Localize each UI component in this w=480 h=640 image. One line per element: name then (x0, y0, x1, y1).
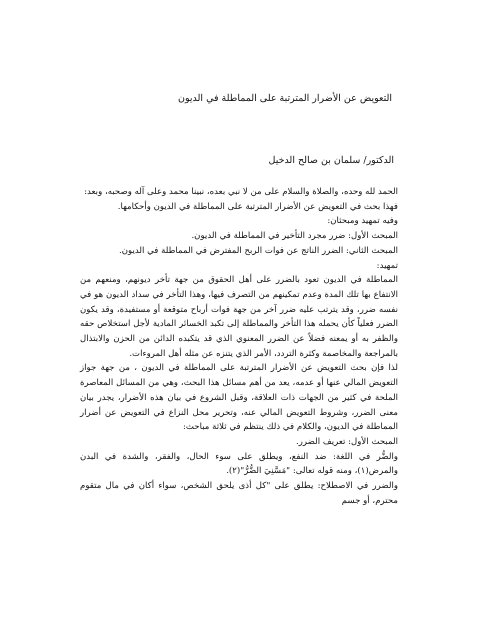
paragraph-outline: وفيه تمهيد ومبحثان: (327, 216, 398, 227)
paragraph-section-two: المبحث الثاني: الضرر الناتج عن فوات الربح المفترض في المماطلة في الديون. (119, 245, 398, 256)
paragraph-research-scope: لذا فإن بحث التعويض عن الأضرار المترتبة على المماطلة في الديون ، من جهة جواز التعويض المالي عنها أو عدمه، يعد من أهم مسائل هذا البحث، وهي من المسائل المعاصرة الملحة في كثير من الجهات ذات العلاقة، وقبل الشروع في بيان هذه الأضرار، يجدر بيان معنى الضرر، وشروط التعويض المالي عنه، وتحرير محل النزاع في التعويض عن أضرار المماطلة في الديون، والكلام في ذلك ينتظم في ثلاثة مباحث: (80, 363, 398, 433)
document-title: التعويض عن الأضرار المترتبة على المماطلة في الديون (178, 93, 392, 104)
paragraph-preface-heading: تمهيد: (376, 260, 398, 271)
paragraph-linguistic-definition: والضُّر في اللغة: ضد النفع، ويطلق على سوء الحال، والفقر، والشدة في البدن والمرض(١)، ومنه قوله تعالى: "مَسَّنِيَ الضُّرُّ"(٢). (80, 451, 398, 477)
paragraph-technical-definition: والضرر في الاصطلاح: يطلق على "كل أذى يلحق الشخص، سواء أكان في مال متقوم محترم، أو جسم (80, 481, 398, 506)
paragraph-section-one: المبحث الأول: ضرر مجرد التأخير في المماطلة في الديون. (191, 231, 398, 242)
paragraph-definition-heading: المبحث الأول: تعريف الضرر. (296, 436, 398, 447)
document-body (80, 185, 398, 508)
paragraph-opening: الحمد لله وحده، والصلاة والسلام على من لا نبي بعده، نبينا محمد وعلى آله وصحبه، وبعد: (84, 187, 398, 197)
paragraph-preface-body: المماطلة في الديون تعود بالضرر على أهل الحقوق من جهة تأخر ديونهم، ومنعهم من الانتفاع بها تلك المدة وعدم تمكينهم من التصرف فيها، وهذا التأخر في سداد الديون هو في نفسه ضرر، وقد يترتب عليه ضرر آخر من جهة فوات أرباح متوقعة أو مستفيدة، وقد يكون الضرر فعلياً كأن يحمله هذا التأخر والمماطلة إلى تكبد الخسائر المادية لأجل استخلاص حقه والظفر به أو يمعنه فضلاً عن الضرر المعنوي الذي قد يتكبده الدائن من الحزن والابتذال بالمراجعة والمخاصمة وكثرة التردد، الأمر الذي يتنزه عن مثله أهل المروءات. (80, 275, 398, 359)
paragraph-intro: فهذا بحث في التعويض عن الأضرار المترتبة على المماطلة في الديون وأحكامها. (117, 201, 398, 212)
author-name: الدكتور/ سلمان بن صالح الدخيل (268, 155, 394, 166)
